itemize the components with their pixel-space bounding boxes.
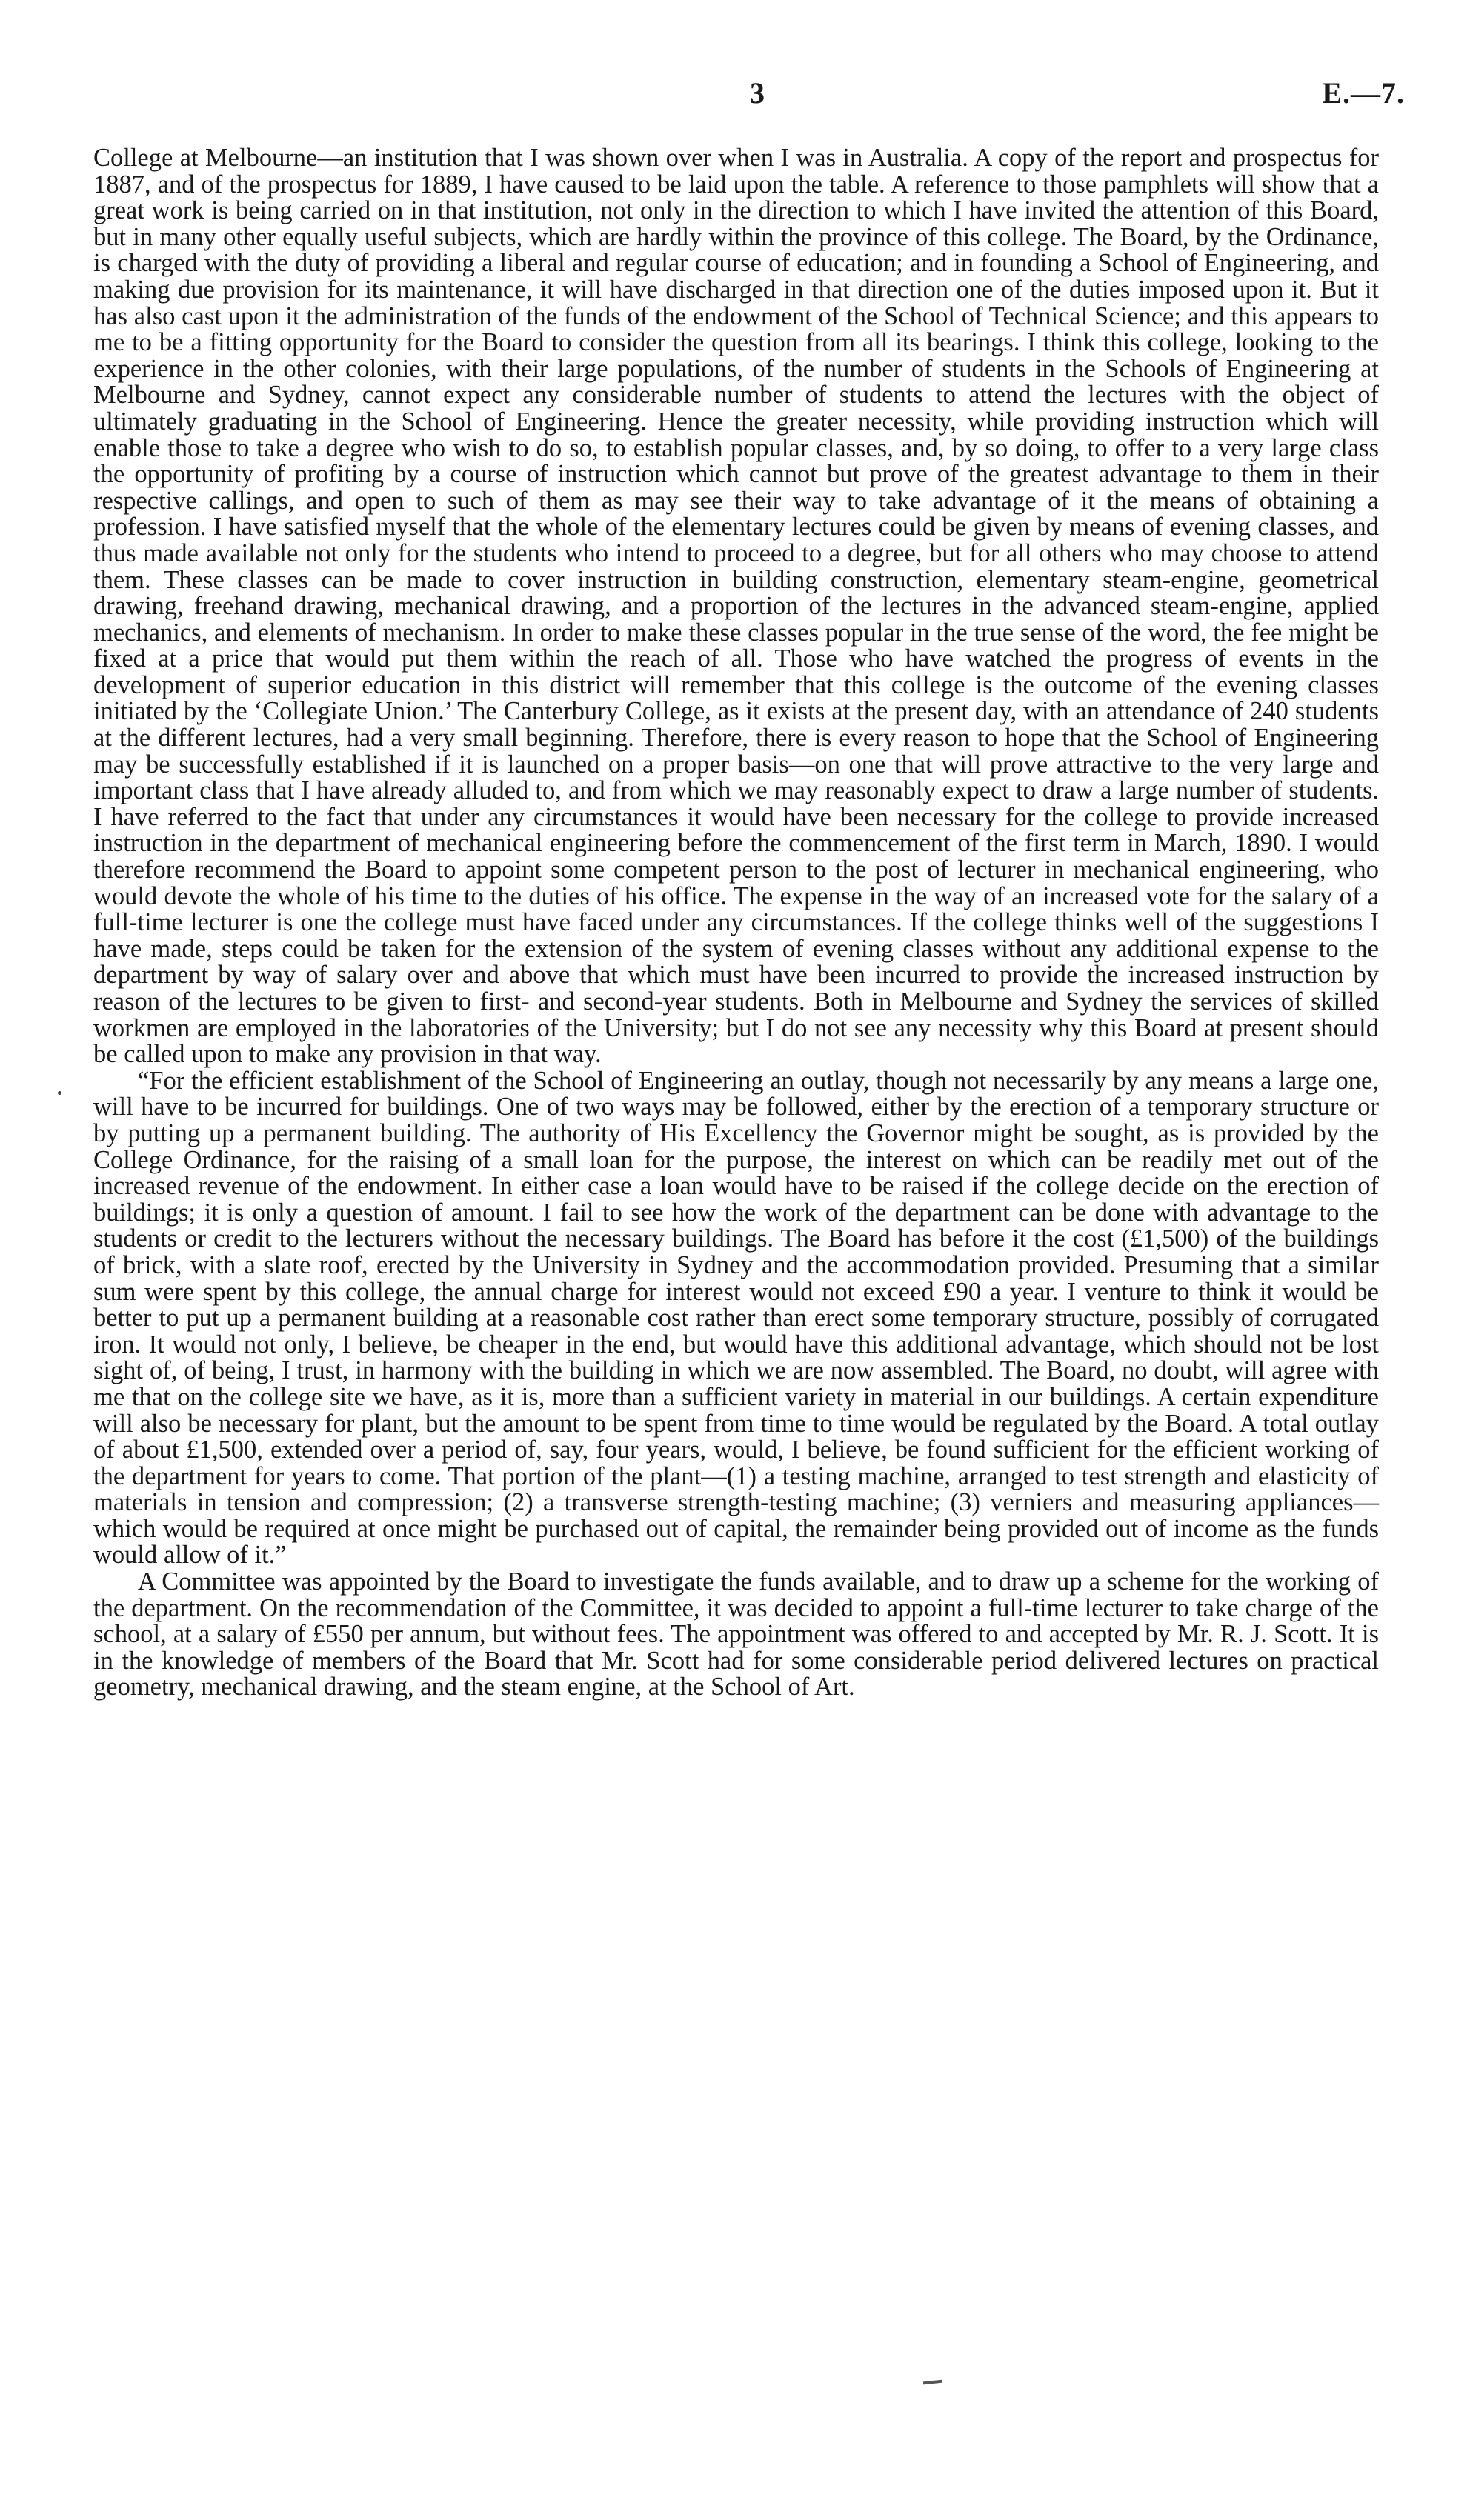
paragraph-continued: College at Melbourne—an institution that I was shown over when I was in Australia. A copy of the report and prospectus for 1887, and of the prospectus for 1889, I have caused to be laid upon the table. A reference to those pamphlets will show that a great work is being carried on in that institution, not only in the direction to which I have invited the attention of this Board, but in many other equally useful subjects, which are hardly within the province of this college. The Board, by the Ordinance, is charged with the duty of providing a liberal and regular course of education; and in founding a School of Engineering, and making due provision for its maintenance, it will have discharged in that direction one of the duties imposed upon it. But it has also cast upon it the administration of the funds of the endowment of the School of Technical Science; and this appears to me to be a fitting opportunity for the Board to consider the question from all its bearings. I think this college, looking to the experience in the other colonies, with their large populations, of the number of students in the Schools of Engineering at Melbourne and Sydney, cannot expect any considerable number of students to attend the lectures with the object of ultimately graduating in the School of Engineering. Hence the greater necessity, while providing instruction which will enable those to take a degree who wish to do so, to establish popular classes, and, by so doing, to offer to a very large class the opportunity of profiting by a course of instruction which cannot but prove of the greatest advantage to them in their respective callings, and open to such of them as may see their way to take advantage of it the means of obtaining a profession. I have satisfied myself that the whole of the elementary lectures could be given by means of evening classes, and thus made available not only for the students who intend to proceed to a degree, but for all others who may choose to attend them. These classes can be made to cover instruction in building construction, elementary steam-engine, geometrical drawing, freehand drawing, mechanical drawing, and a proportion of the lectures in the advanced steam-engine, applied mechanics, and elements of mechanism. In order to make these classes popular in the true sense of the word, the fee might be fixed at a price that would put them within the reach of all. Those who have watched the progress of events in the development of superior education in this district will remember that this college is the outcome of the evening classes initiated by the ‘Collegiate Union.’ The Canterbury College, as it exists at the present day, with an attendance of 240 students at the different lectures, had a very small beginning. Therefore, there is every reason to hope that the School of Engineering may be successfully established if it is launched on a proper basis—on one that will prove attractive to the very large and important class that I have already alluded to, and from which we may reasonably expect to draw a large number of students. I have referred to the fact that under any circumstances it would have been necessary for the college to provide increased instruction in the department of mechanical engineering before the commencement of the first term in March, 1890. I would therefore recommend the Board to appoint some competent person to the post of lecturer in mechanical engineering, who would devote the whole of his time to the duties of his office. The expense in the way of an increased vote for the salary of a full-time lecturer is one the college must have faced under any circumstances. If the college thinks well of the suggestions I have made, steps could be taken for the extension of the system of evening classes without any additional expense to the department by way of salary over and above that which must have been incurred to provide the increased instruction by reason of the lectures to be given to first- and second-year students. Both in Melbourne and Sydney the services of skilled workmen are employed in the laboratories of the University; but I do not see any necessity why this Board at present should be called upon to make any provision in that way.	[93, 144, 1379, 1069]
page-header	[89, 76, 1405, 120]
paragraph-committee: A Committee was appointed by the Board to investigate the funds available, and to draw up a scheme for the working of the department. On the recommendation of the Committee, it was decided to appoint a full-time lecturer to take charge of the school, at a salary of £550 per annum, but without fees. The appointment was offered to and accepted by Mr. R. J. Scott. It is in the knowledge of members of the Board that Mr. Scott had for some considerable period delivered lectures on practical geometry, mechanical drawing, and the steam engine, at the School of Art.	[93, 1567, 1379, 1701]
body-text	[93, 145, 1379, 1701]
document-reference: E.—7.	[1322, 76, 1405, 110]
page-number: 3	[750, 76, 765, 110]
bottom-dash-mark	[923, 2380, 942, 2385]
paragraph-quotation: “For the efficient establishment of the School of Engineering an outlay, though not necessarily by any means a large one, will have to be incurred for buildings. One of two ways may be followed, either by the erection of a temporary structure or by putting up a permanent building. The authority of His Excellency the Governor might be sought, as is provided by the College Ordinance, for the raising of a small loan for the purpose, the interest on which can be readily met out of the increased revenue of the endowment. In either case a loan would have to be raised if the college decide on the erection of buildings; it is only a question of amount. I fail to see how the work of the department can be done with advantage to the students or credit to the lecturers without the necessary buildings. The Board has before it the cost (£1,500) of the buildings of brick, with a slate roof, erected by the University in Sydney and the accommodation provided. Presuming that a similar sum were spent by this college, the annual charge for interest would not exceed £90 a year. I venture to think it would be better to put up a permanent building at a reasonable cost rather than erect some temporary structure, possibly of corrugated iron. It would not only, I believe, be cheaper in the end, but would have this additional advantage, which should not be lost sight of, of being, I trust, in harmony with the building in which we are now assembled. The Board, no doubt, will agree with me that on the college site we have, as it is, more than a sufficient variety in material in our buildings. A certain expenditure will also be necessary for plant, but the amount to be spent from time to time would be regulated by the Board. A total outlay of about £1,500, extended over a period of, say, four years, would, I believe, be found sufficient for the efficient working of the department for years to come. That portion of the plant—(1) a testing machine, arranged to test strength and elasticity of materials in tension and compression; (2) a transverse strength-testing machine; (3) verniers and measuring appliances—which would be required at once might be purchased out of capital, the remainder being provided out of income as the funds would allow of it.”	[93, 1066, 1379, 1570]
margin-dot-mark	[58, 1091, 61, 1095]
